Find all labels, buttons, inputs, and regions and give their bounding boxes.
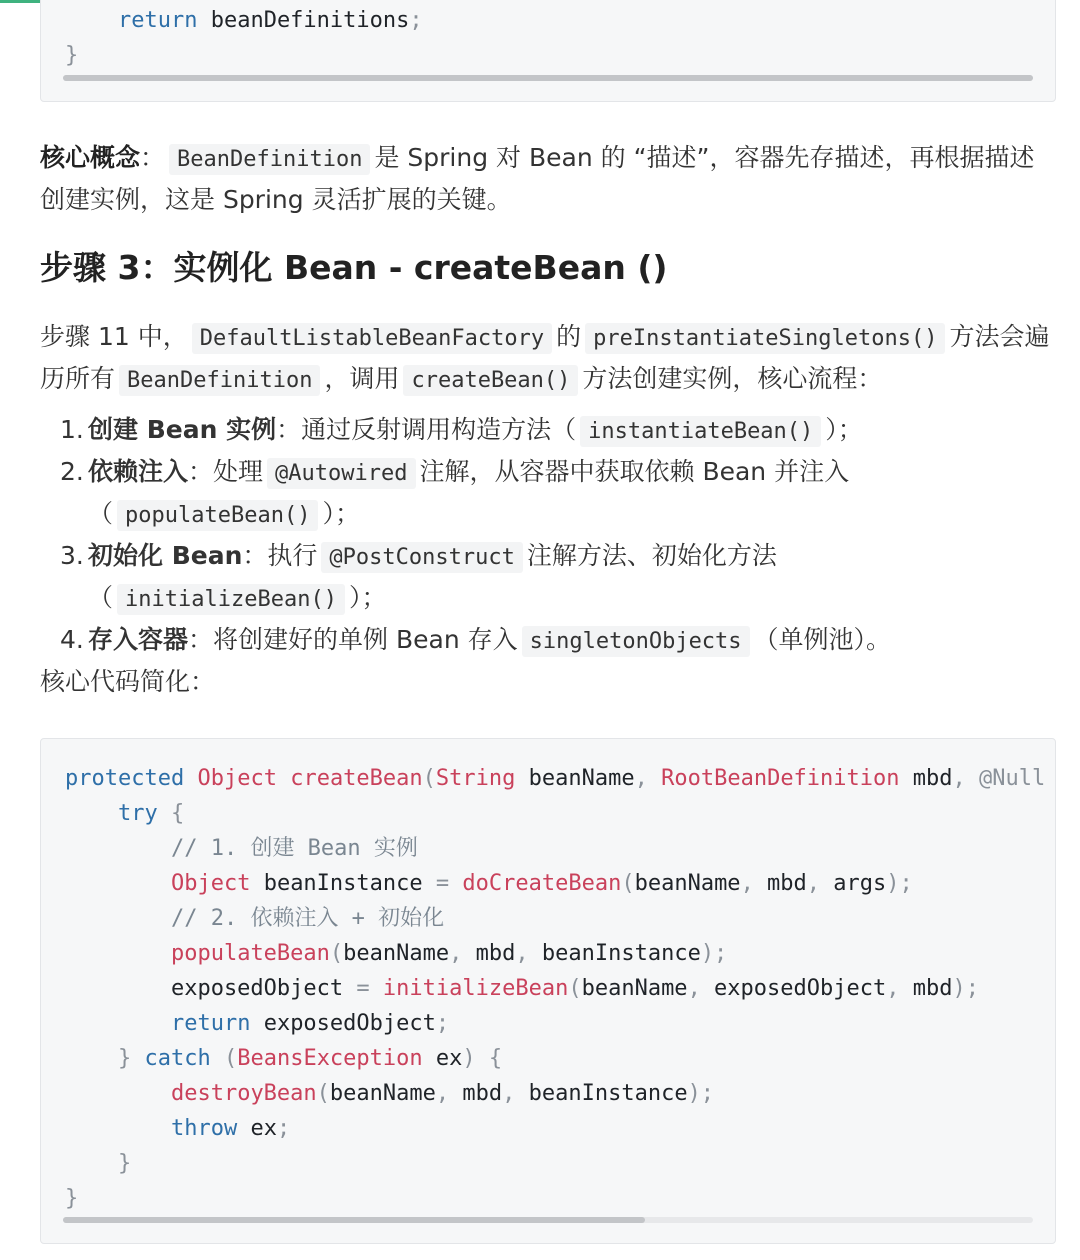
- code-line: }: [65, 43, 79, 68]
- step-text: 将创建好的单例 Bean 存入: [213, 625, 518, 654]
- code-line: }: [65, 1186, 79, 1211]
- inline-code: populateBean(): [117, 500, 318, 531]
- horizontal-scrollbar[interactable]: [63, 1217, 1033, 1223]
- step-text-mid: 注解，从容器中获取依赖 Bean 并注入（: [88, 457, 850, 528]
- inline-code: preInstantiateSingletons(): [585, 323, 945, 354]
- code-content: [65, 3, 423, 73]
- step-tail: ）；: [825, 415, 863, 444]
- process-steps-list: [40, 410, 1050, 662]
- code-line: protected Object createBean(String beanName, RootBeanDefinition mbd, @Null: [65, 766, 1046, 791]
- code-intro-text: 核心代码简化：: [40, 667, 216, 696]
- inline-code: BeanDefinition: [169, 144, 370, 175]
- list-item: [40, 410, 1050, 452]
- inline-code: createBean(): [403, 365, 578, 396]
- code-line: Object beanInstance = doCreateBean(beanName, mbd, args);: [170, 871, 913, 896]
- intro-text-1: 步骤 11 中，: [40, 322, 188, 351]
- code-line: return beanDefinitions;: [117, 8, 423, 33]
- code-line: return exposedObject;: [170, 1011, 450, 1036]
- code-line: populateBean(beanName, mbd, beanInstance);: [170, 941, 728, 966]
- step-text: 通过反射调用构造方法（: [301, 415, 577, 444]
- intro-text-3: 方法会遍历所有: [40, 322, 1050, 393]
- list-item: [40, 452, 1050, 536]
- list-item: [40, 620, 1050, 662]
- step-title: 创建 Bean 实例: [88, 415, 277, 444]
- intro-text-4: ，调用: [324, 364, 400, 393]
- section-heading: 步骤 3：实例化 Bean - createBean (): [40, 248, 668, 287]
- concept-label: 核心概念: [40, 143, 141, 172]
- step-colon: ：: [188, 457, 214, 486]
- scrollbar-thumb[interactable]: [63, 1217, 645, 1223]
- step-title: 依赖注入: [88, 457, 189, 486]
- code-line: exposedObject = initializeBean(beanName, exposedObject, mbd);: [65, 976, 979, 1001]
- step-colon: ：: [242, 541, 268, 570]
- list-number: 4.: [60, 625, 84, 654]
- code-line: // 1. 创建 Bean 实例: [170, 836, 418, 861]
- code-line: } catch (BeansException ex) {: [117, 1046, 503, 1071]
- step-tail: ）；: [348, 583, 387, 612]
- intro-text-2: 的: [556, 322, 582, 351]
- code-block-top: [40, 0, 1056, 102]
- code-line: destroyBean(beanName, mbd, beanInstance);: [170, 1081, 715, 1106]
- intro-text-5: 方法创建实例，核心流程：: [582, 364, 883, 393]
- code-line: }: [117, 1151, 132, 1176]
- step-title: 存入容器: [88, 625, 189, 654]
- inline-code: instantiateBean(): [580, 416, 821, 447]
- horizontal-scrollbar[interactable]: [63, 75, 1033, 81]
- step-tail: ）；: [322, 499, 360, 528]
- code-line: throw ex;: [170, 1116, 291, 1141]
- step-text: 处理: [213, 457, 264, 486]
- list-item: [40, 536, 1050, 620]
- inline-code: @Autowired: [267, 458, 415, 489]
- inline-code: singletonObjects: [522, 626, 750, 657]
- list-number: 3.: [60, 541, 84, 570]
- inline-code: initializeBean(): [117, 584, 345, 615]
- inline-code: BeanDefinition: [119, 365, 320, 396]
- list-number: 1.: [60, 415, 84, 444]
- concept-paragraph: [40, 138, 1050, 220]
- step-title: 初始化 Bean: [88, 541, 243, 570]
- step-text-mid: 注解方法、初始化方法（: [88, 541, 777, 612]
- code-content: [65, 761, 1046, 1216]
- inline-code: @PostConstruct: [321, 542, 522, 573]
- inline-code: DefaultListableBeanFactory: [192, 323, 552, 354]
- step-text: 执行: [267, 541, 318, 570]
- code-line: // 2. 依赖注入 + 初始化: [170, 906, 445, 931]
- code-block-main: [40, 738, 1056, 1244]
- intro-paragraph: [40, 317, 1050, 401]
- code-line: try {: [117, 801, 185, 826]
- step-colon: ：: [188, 625, 214, 654]
- list-number: 2.: [60, 457, 84, 486]
- scrollbar-thumb[interactable]: [63, 75, 1033, 81]
- step-tail: （单例池）。: [753, 625, 892, 654]
- concept-text: 是 Spring 对 Bean 的 “描述”，容器先存描述，再根据描述创建实例，这是 Spring 灵活扩展的关键。: [40, 143, 1035, 214]
- step-colon: ：: [276, 415, 302, 444]
- concept-colon: ：: [140, 143, 166, 172]
